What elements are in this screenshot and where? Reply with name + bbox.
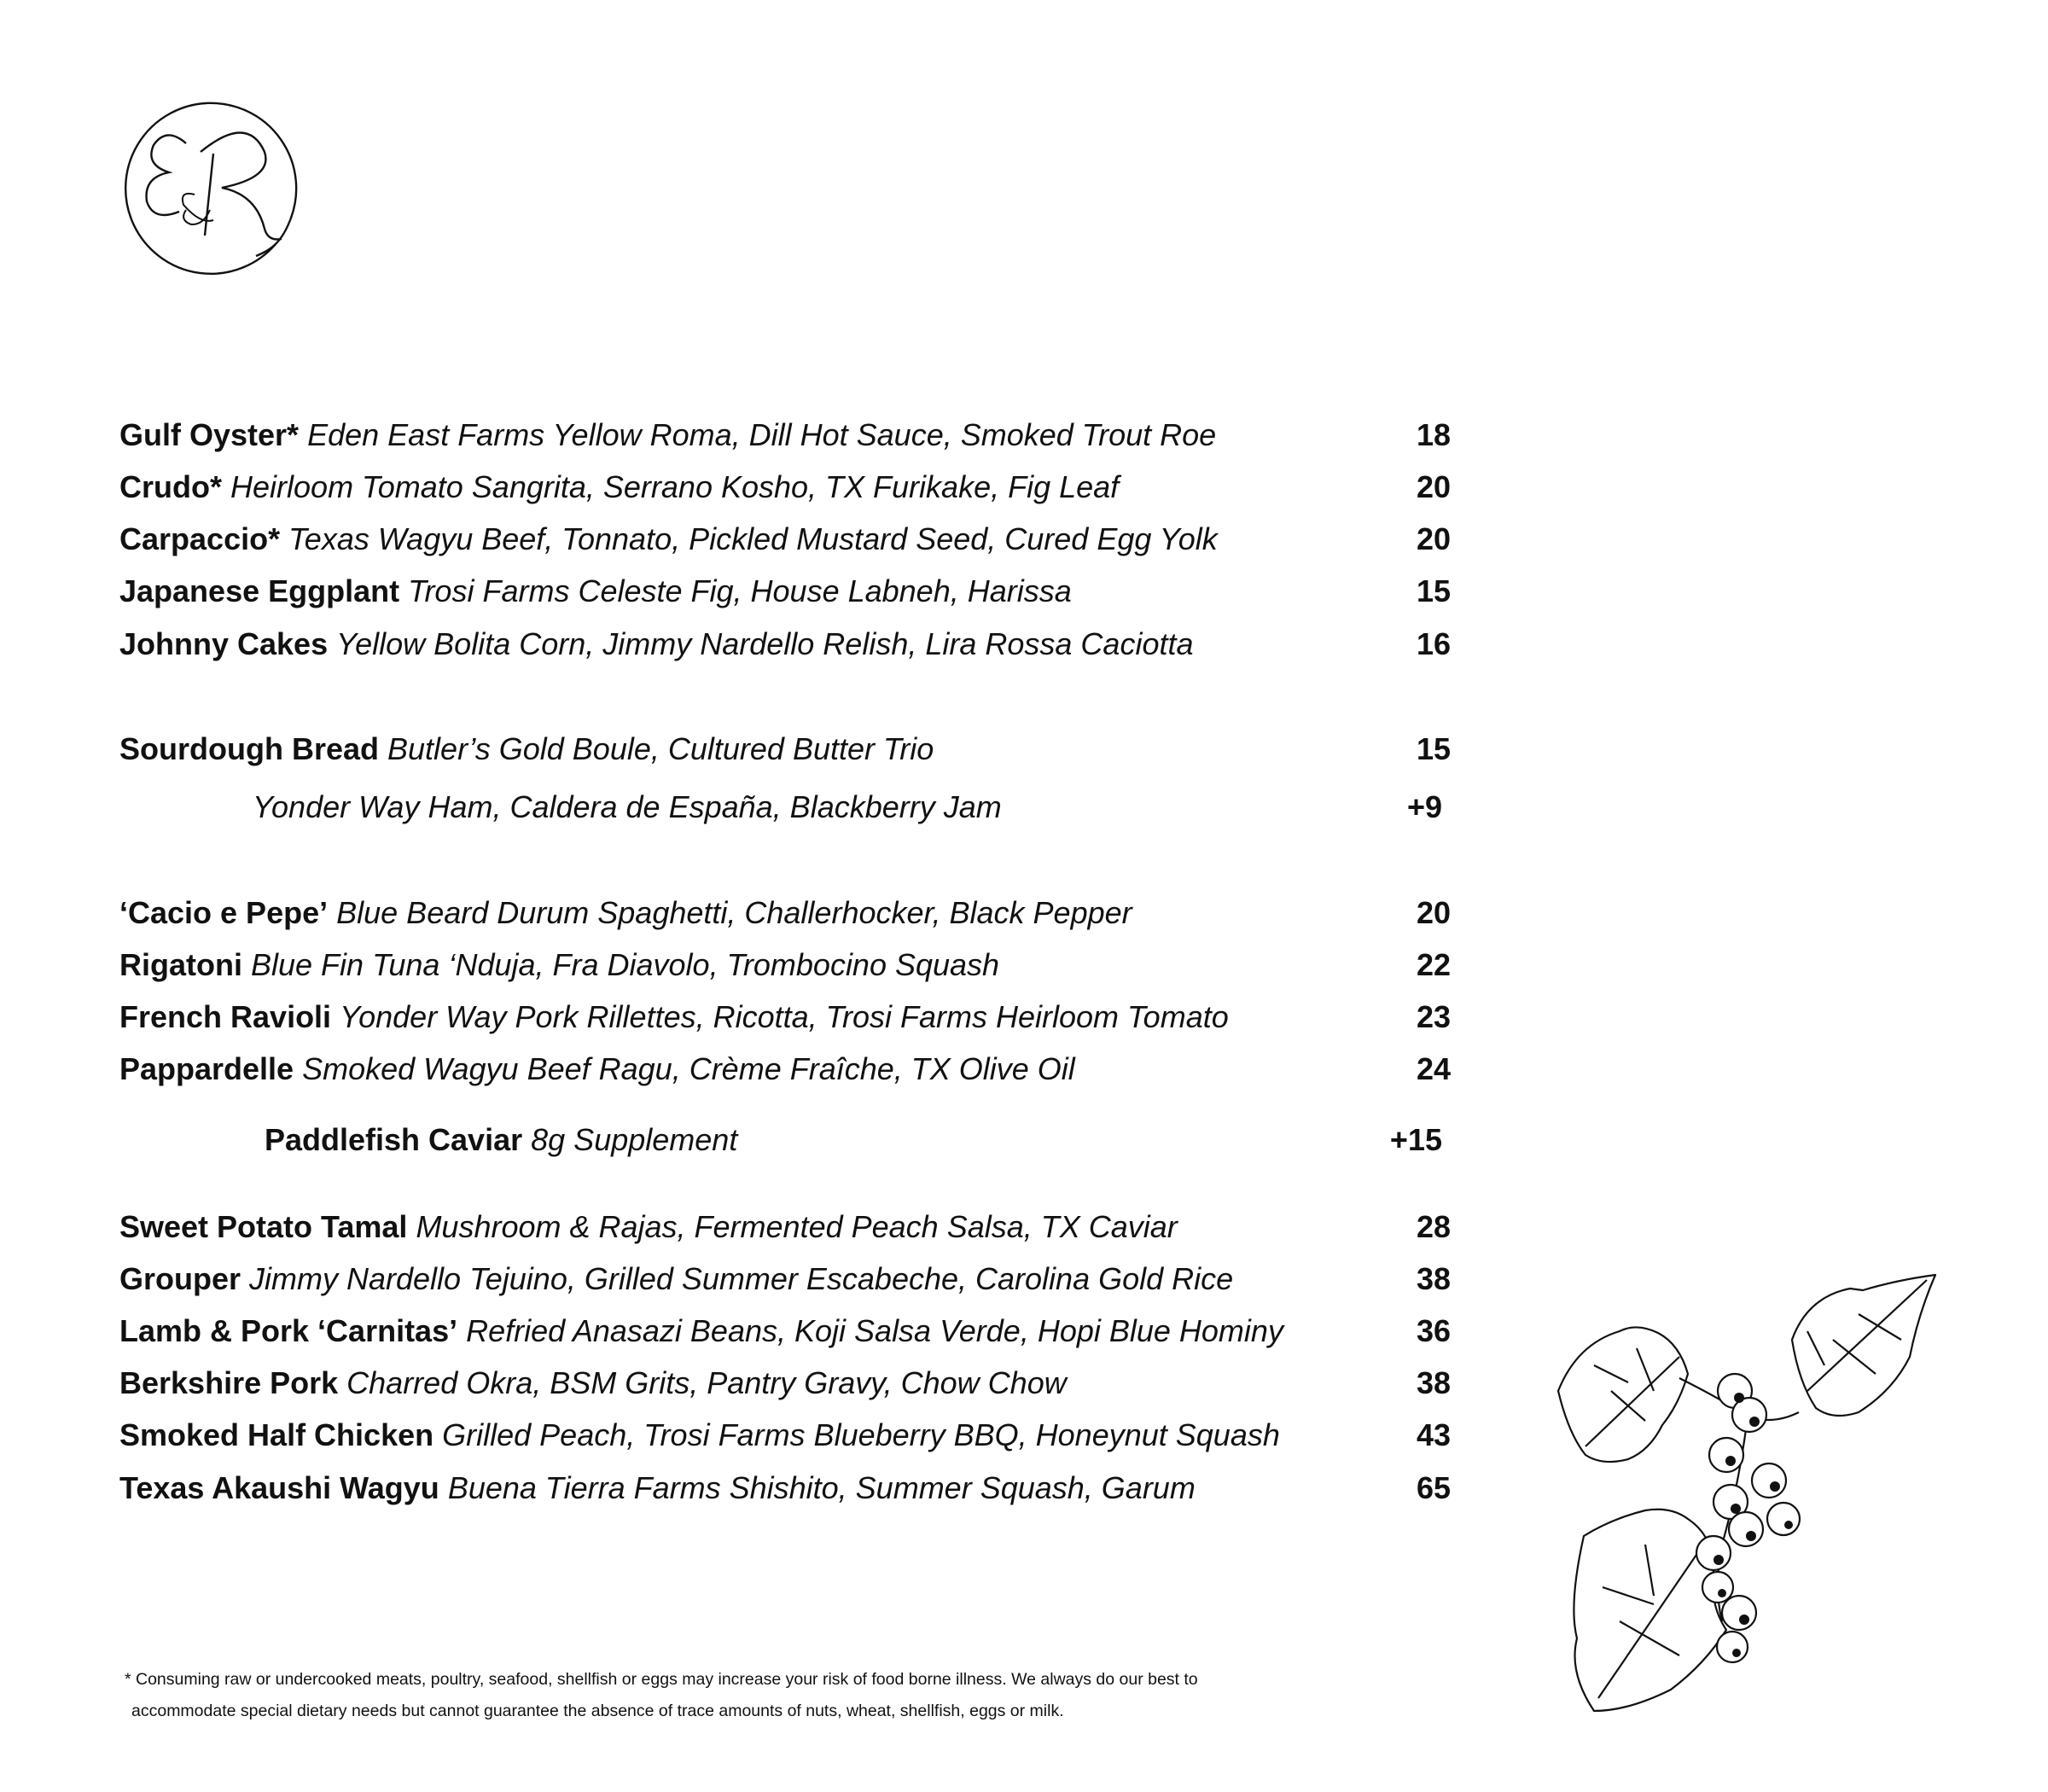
item-name: Smoked Half Chicken: [119, 1417, 434, 1452]
item-name: Pappardelle: [119, 1051, 294, 1086]
item-price: 20: [1416, 469, 1451, 504]
item-name: Rigatoni: [119, 947, 242, 982]
item-description: Eden East Farms Yellow Roma, Dill Hot Sauce, Smoked Trout Roe: [307, 417, 1217, 452]
item-description: Buena Tierra Farms Shishito, Summer Squash, Garum: [447, 1470, 1196, 1505]
addon-price: +9: [1406, 789, 1442, 824]
item-name: French Ravioli: [119, 999, 332, 1034]
item-description: Jimmy Nardello Tejuino, Grilled Summer Escabeche, Carolina Gold Rice: [249, 1261, 1234, 1296]
item-name: Carpaccio*: [119, 521, 281, 556]
menu-item: [119, 518, 1451, 561]
grape-leaf-icon: [1551, 1263, 1952, 1724]
item-name: Lamb & Pork ‘Carnitas’: [119, 1313, 458, 1348]
item-price: 22: [1416, 947, 1451, 982]
menu-item: [119, 892, 1451, 934]
item-description: Blue Fin Tuna ‘Nduja, Fra Diavolo, Trombocino Squash: [251, 947, 1000, 982]
item-description: Mushroom & Rajas, Fermented Peach Salsa, TX Caviar: [416, 1209, 1178, 1244]
item-price: 43: [1416, 1417, 1451, 1452]
item-description: Yonder Way Pork Rillettes, Ricotta, Trosi Farms Heirloom Tomato: [340, 999, 1229, 1034]
item-description: Charred Okra, BSM Grits, Pantry Gravy, Chow Chow: [346, 1365, 1067, 1400]
item-price: 24: [1416, 1051, 1451, 1086]
item-name: Japanese Eggplant: [119, 573, 400, 608]
menu-item: [119, 414, 1451, 457]
menu-item: [119, 1362, 1451, 1405]
menu-item: [119, 944, 1451, 986]
supplement-price: +15: [1389, 1122, 1442, 1157]
menu-item: [119, 1310, 1451, 1353]
item-description: Texas Wagyu Beef, Tonnato, Pickled Mustard Seed, Cured Egg Yolk: [288, 521, 1218, 556]
item-price: 38: [1416, 1365, 1451, 1400]
item-description: Yellow Bolita Corn, Jimmy Nardello Relish, Lira Rossa Caciotta: [336, 626, 1194, 661]
menu-item: [119, 1206, 1451, 1248]
item-name: Sweet Potato Tamal: [119, 1209, 408, 1244]
item-price: 65: [1416, 1470, 1451, 1505]
item-price: 16: [1416, 626, 1451, 661]
menu-item: [119, 623, 1451, 666]
item-price: 18: [1416, 417, 1451, 452]
item-description: Butler’s Gold Boule, Cultured Butter Trio: [387, 731, 934, 766]
item-price: 15: [1416, 573, 1451, 608]
item-description: Grilled Peach, Trosi Farms Blueberry BBQ, Honeynut Squash: [442, 1417, 1280, 1452]
item-name: Crudo*: [119, 469, 222, 504]
item-name: Sourdough Bread: [119, 731, 379, 766]
item-price: 20: [1416, 895, 1451, 930]
item-price: 38: [1416, 1261, 1451, 1296]
menu-item: [119, 1467, 1451, 1510]
item-description: Heirloom Tomato Sangrita, Serrano Kosho, TX Furikake, Fig Leaf: [230, 469, 1120, 504]
supplement-description: 8g Supplement: [531, 1122, 738, 1157]
item-price: 15: [1416, 731, 1451, 766]
menu-item: [119, 996, 1451, 1039]
item-description: Trosi Farms Celeste Fig, House Labneh, Harissa: [408, 573, 1072, 608]
addon-description: Yonder Way Ham, Caldera de España, Blackberry Jam: [253, 789, 1002, 824]
menu-item: [119, 1048, 1451, 1091]
menu-item-bread: [119, 728, 1451, 771]
item-name: Johnny Cakes: [119, 626, 329, 661]
menu-supplement: [265, 1119, 1442, 1161]
disclaimer-line-2: accommodate special dietary needs but cannot guarantee the absence of trace amounts of nuts, wheat, shellfish, eggs or milk.: [131, 1702, 1064, 1720]
menu-addon: [253, 786, 1442, 829]
item-name: Gulf Oyster*: [119, 417, 300, 452]
menu-item: [119, 466, 1451, 509]
supplement-name: Paddlefish Caviar: [265, 1122, 523, 1157]
item-name: Berkshire Pork: [119, 1365, 339, 1400]
item-price: 23: [1416, 999, 1451, 1034]
menu-item: [119, 1414, 1451, 1457]
menu-item: [119, 1258, 1451, 1300]
menu-item: [119, 570, 1451, 613]
item-name: Texas Akaushi Wagyu: [119, 1470, 439, 1505]
item-description: Blue Beard Durum Spaghetti, Challerhocker, Black Pepper: [336, 895, 1132, 930]
item-description: Refried Anasazi Beans, Koji Salsa Verde, Hopi Blue Hominy: [466, 1313, 1283, 1348]
item-name: Grouper: [119, 1261, 241, 1296]
item-description: Smoked Wagyu Beef Ragu, Crème Fraîche, TX Olive Oil: [302, 1051, 1075, 1086]
grape-vine-illustration: [1551, 1263, 1952, 1724]
item-price: 28: [1416, 1209, 1451, 1244]
item-price: 20: [1416, 521, 1451, 556]
disclaimer-line-1: * Consuming raw or undercooked meats, poultry, seafood, shellfish or eggs may increase your risk of food borne illness. We always do our best to: [125, 1670, 1198, 1689]
allergy-disclaimer: [125, 1664, 1319, 1727]
item-price: 36: [1416, 1313, 1451, 1348]
item-name: ‘Cacio e Pepe’: [119, 895, 329, 930]
